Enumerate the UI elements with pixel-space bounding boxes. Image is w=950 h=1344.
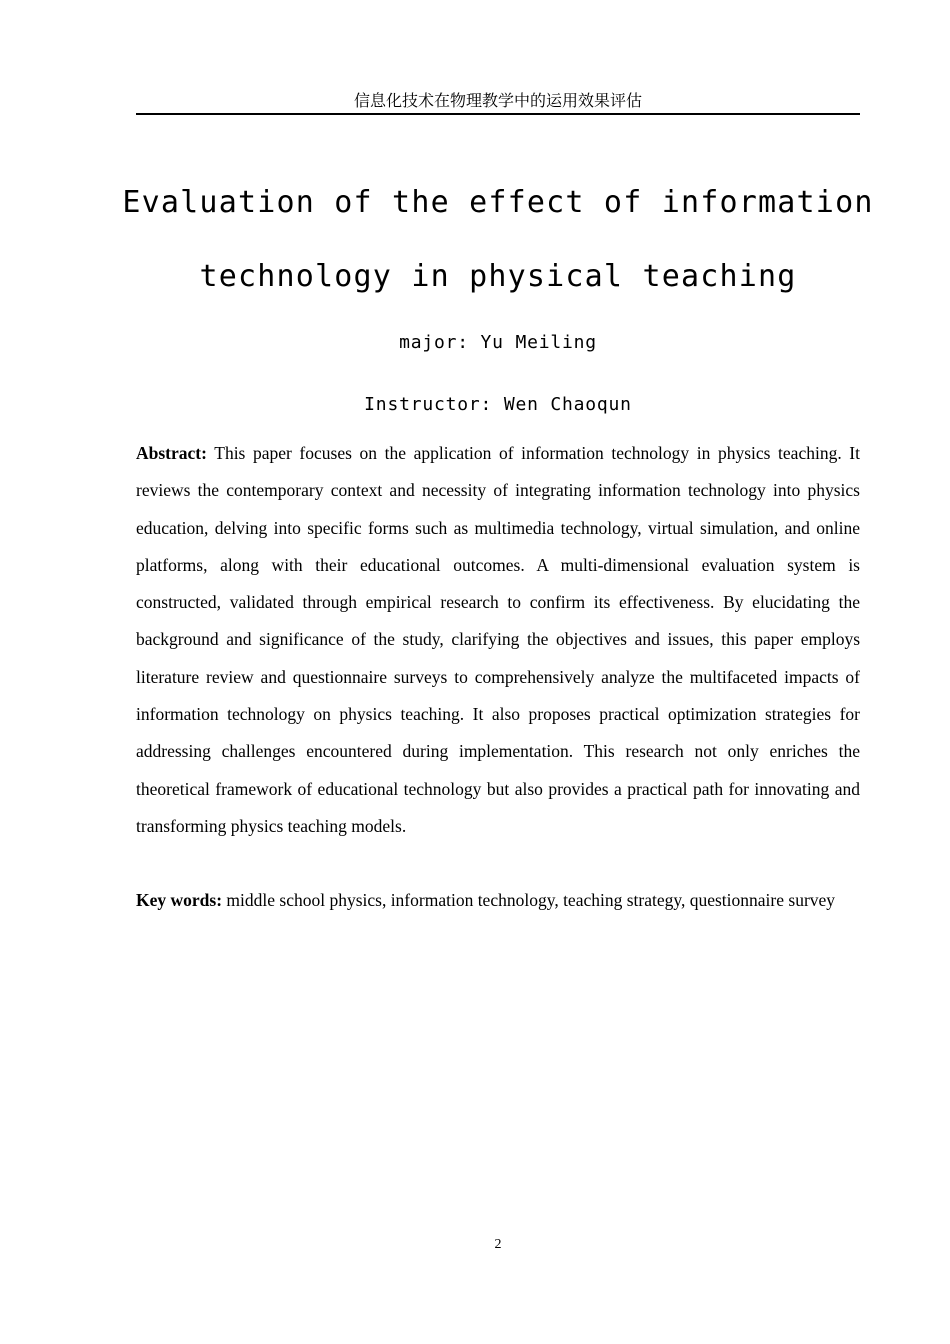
running-header (136, 90, 860, 115)
major-line: major: Yu Meiling (399, 332, 597, 353)
title-line-2: technology in physical teaching (199, 259, 797, 294)
abstract-paragraph (136, 435, 860, 845)
keywords-label: Key words: (136, 890, 223, 910)
abstract-text: This paper focuses on the application of information technology in physics teaching. It reviews the contemporary context and necessity of integrating information technology into physics education, delving into specific forms such as multimedia technology, virtual simulation, and online platforms, along with their educational outcomes. A multi-dimensional evaluation system is constructed, validated through empirical research to confirm its effectiveness. By elucidating the background and significance of the study, clarifying the objectives and issues, this paper employs literature review and questionnaire surveys to comprehensively analyze the multifaceted impacts of information technology on physics teaching. It also proposes practical optimization strategies for addressing challenges encountered during implementation. This research not only enriches the theoretical framework of educational technology but also provides a practical path for innovating and transforming physics teaching models. (136, 443, 861, 836)
keywords-text: middle school physics, information technology, teaching strategy, questionnaire survey (226, 890, 836, 910)
abstract-label: Abstract: (136, 443, 207, 463)
keywords-paragraph (136, 882, 860, 919)
instructor-line: Instructor: Wen Chaoqun (364, 394, 632, 415)
title-line-1: Evaluation of the effect of information (122, 185, 874, 220)
paper-title (80, 166, 916, 314)
page-number: 2 (494, 1237, 502, 1252)
running-title: 信息化技术在物理教学中的运用效果评估 (353, 91, 642, 110)
